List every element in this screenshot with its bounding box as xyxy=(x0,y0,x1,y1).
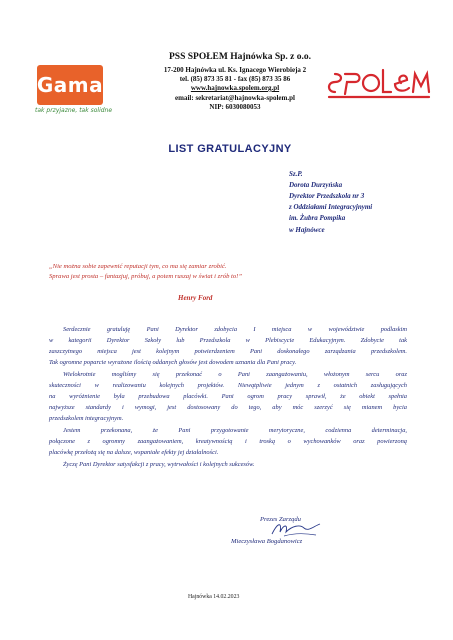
letter-date: Hajnówka 14.02.2023 xyxy=(188,594,240,600)
signature-title: Prezes Zarządu xyxy=(260,516,301,523)
body-line: przedszkolem integracyjnym. xyxy=(49,415,124,422)
body-line: połączone z ogromny zaangażowaniem, kreatywnością i troską o wychowanków oraz powierzoną xyxy=(49,438,407,445)
body-line: placówkę przełożą się na dalsze, wspaniałe efekty jej działalności. xyxy=(49,449,219,456)
recipient-name: Dorota Durzyńska xyxy=(289,181,343,189)
gama-logo xyxy=(37,65,103,105)
body-line: najwyższe standardy i wymogi, jest dostosowany do tego, aby móc szerzyć się mianem bycia xyxy=(49,404,407,411)
quote-line: „Nie można sobie zapewnić reputacji tym, co ma się zamiar zrobić. xyxy=(49,263,227,270)
letter-title: LIST GRATULACYJNY xyxy=(168,143,292,155)
recipient-salutation: Sz.P. xyxy=(289,170,303,178)
recipient-city: w Hajnówce xyxy=(289,226,325,234)
company-website-link[interactable]: www.hajnowka.spolem.org.pl xyxy=(190,84,280,92)
spolem-logo xyxy=(325,66,433,100)
quote-author: Henry Ford xyxy=(178,294,213,302)
recipient-institution: z Oddziałami Integracyjnymi xyxy=(289,203,373,211)
handwritten-signature xyxy=(270,520,322,540)
signature-name: Mieczysława Bogdanowicz xyxy=(231,538,303,545)
body-line: zaszczytnego miejsca jest kolejnym potwierdzeniem Pani doskonałego zarządzania przedszkolem. xyxy=(49,348,407,355)
gama-logo-text: Gama xyxy=(36,73,104,97)
gama-slogan: tak przyjazne, tak solidne xyxy=(35,107,113,114)
company-nip: NIP: 6030080053 xyxy=(209,103,261,111)
body-line: Życzę Pani Dyrektor satysfakcji z pracy, wytrwałości i kolejnych sukcesów. xyxy=(63,461,255,468)
body-line: Tak ogromne poparcie wyrażone ilością oddanych głosów jest dowodem uznania dla Pani pracy. xyxy=(49,359,297,366)
company-name: PSS SPOŁEM Hajnówka Sp. z o.o. xyxy=(169,52,311,62)
recipient-institution-patron: im. Żubra Pompika xyxy=(289,214,346,222)
recipient-position: Dyrektor Przedszkola nr 3 xyxy=(289,192,365,200)
body-line: na wyróżnienie była przebudowa placówki. Pani ogrom pracy sprawił, że obiekt spełnia xyxy=(49,393,407,400)
quote-line: Sprawa jest prosta – fantazjuj, próbuj, a potem ruszaj w świat i zrób to!” xyxy=(49,273,243,280)
body-line: w kategorii Dyrektor Szkoły lub Przedszkola w Plebiscycie Edukacyjnym. Zdobycie tak xyxy=(49,337,407,344)
company-address: 17-200 Hajnówka ul. Ks. Ignacego Wierobieja 2 xyxy=(163,66,307,74)
body-line: Serdecznie gratuluję Pani Dyrektor zdobycia I miejsca w województwie podlaskim xyxy=(63,326,407,333)
company-phone: tel. (85) 873 35 81 - fax (85) 873 35 86 xyxy=(179,75,291,83)
body-line: Wielokrotnie mogliśmy się przekonać o Pani zaangażowaniu, włożonym sercu oraz xyxy=(63,371,407,378)
body-line: skuteczności w realizowaniu kolejnych projektów. Niewątpliwie jednym z ostatnich zasługujących xyxy=(49,382,407,389)
company-email: email: sekretariat@hajnowka-spolem.pl xyxy=(175,94,295,102)
body-line: Jestem przekonana, że Pani przygotowanie merytoryczne, codzienna determinacja, xyxy=(63,427,407,434)
